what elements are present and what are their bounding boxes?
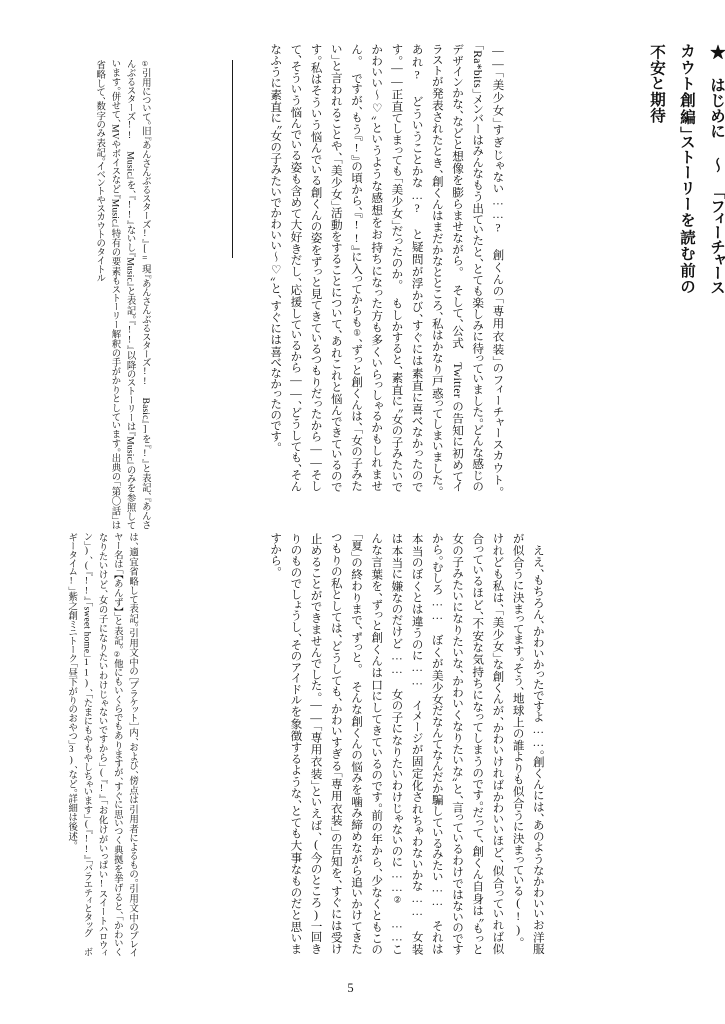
page-number: 5 (347, 981, 354, 995)
paragraph: イメージが固定化されちゃわないかな…… (410, 687, 424, 919)
paragraph: 女装は本当に嫌なのだけど…… (390, 533, 424, 956)
footnote-upper-text: ①引用について。旧『あんさんぶるスターズ!』[=現『あんさんぶるスターズ!! Basic』]を『!』と表記、『あんさんぶるスターズ!! Music』を、『!!』ないし『Music』と表記。『!!』以降のストーリーは『Music』のみを参照しています。併せて、MVやボイスなど『Music』特有の要素もストーリー解釈の手がかりとしています。出典の「第〇話」は省略して、数字のみ表記。イベントやスカウトのタイトル (94, 60, 150, 530)
footnote-upper (91, 60, 233, 530)
footnote-marker: ① (140, 60, 148, 69)
paragraph: ぼくが美少女だなんてなんだか騙しているみたい…… (430, 622, 444, 909)
paragraph: ですが、もう『!』の頃から、『!!』に入ってからも①、ずっと創くんは、「女の子みたい」と言われることや、「美少女」活動をすることについて、あれこれと悩んできているのです。私はそういう悩んでいる創くんの姿をずっと見てきているつもりだったから――そして、そういう悩んでいる姿も含めて大好きだし、応援しているから――、どうしても、そんなふうに素直に〝女の子みたいでかわいい〜♡〟と、すぐには喜べなかったのです。 (269, 44, 364, 492)
body-text-lower-content (265, 533, 548, 955)
paragraph: そんな創くんの悩みを噛み締めながら追いかけてきたつもりの私としては、どうしても、かわいすぎる「専用衣装」の告知を、すぐには受け止めることができませんでした。――「専用衣装」といえば、(今のところ)一回きりのものでしょうし、そのアイドルを象徴するような、とても大事なものだと思いますから。 (269, 533, 364, 955)
paragraph: ええ、もちろん、かわいかったですよ……。創くんには、あのようなかわいいお洋服が似合うに決まってます。そう、地球上の誰よりも似合うに決まっている(!)。 (511, 533, 545, 955)
footnote-divider-rule (232, 60, 233, 258)
paragraph: 創くんの「専用衣装」のフィーチャースカウト。「Ra*bits」メンバーはみんなもう出ていたと、とても楽しみに待っていました。どんな感じのデザインかな、などと想像を膨らませながら。 (451, 44, 505, 493)
paragraph: ――「美少女」すぎじゃない……? (491, 44, 505, 235)
page-title-text: ★ はじめに ～ 「フィーチャースカウト創編」ストーリーを読む前の不安と期待 (648, 44, 725, 294)
paragraph: けれども私は、「美少女」な創くんが、かわいければかわいいほど、似合っていれば似合っているほど、不安な気持ちになってしまうのです。だって、創くん自身は〝もっと女の子みたいになりたいな、かわいくなりたいな〟と、言っているわけではないのですから。むしろ…… (430, 533, 525, 955)
footnote-lower (63, 533, 163, 957)
paragraph: 女の子になりたいわけじゃないのに……② (390, 676, 404, 906)
body-text-upper (265, 44, 677, 492)
footnote-marker: ② (112, 650, 120, 659)
paragraph: それは本当のぼくとは違うのに…… (410, 533, 444, 955)
body-text-upper-content (265, 44, 507, 492)
paragraph: そして、公式 Twitter の告知に初めてイラストが発表されたとき、創くんはまだかなとところ、私はかなり戸惑ってしまいました。あれ? どういうことかな…? と疑問が浮かび、すぐには素直に喜べなかったのです。――正直てしまっても「美少女」だったのか。 (390, 44, 465, 492)
paragraph: ……こんな言葉を、ずっと創くんは口にしてきているのです。前の年から、少なくともこの「夏」の終わりまで、ずっと。 (350, 533, 404, 955)
paragraph: もしかすると、素直に〝女の子みたいでかわいい〜♡〟というような感想をお持ちになった方も多くいらっしゃるかもしれません。 (350, 44, 404, 492)
footnote-lower-text: は、適宜省略して表記。引用文中の［ブラケット］内、および、傍点は引用者によるもの。引用文中のプレイヤー名は「【あんず】」と表記。②他にもいくらでもありますが、すぐに思いつく典拠を挙げると、「かわいくなりたいけど、女の子になりたいわけじゃないですから」(『!』「お化けがいっぱい!スイートハロウィン」)、(『!!』「sweet home」11)、「たまにもやもやしちゃいます」(『!!』「バラエティとタッグ ボギータイム!」紫之創ミニトーク「昼下がりのおやつ」3)、など。詳細は後述。 (66, 533, 138, 957)
body-text-lower (265, 533, 697, 955)
